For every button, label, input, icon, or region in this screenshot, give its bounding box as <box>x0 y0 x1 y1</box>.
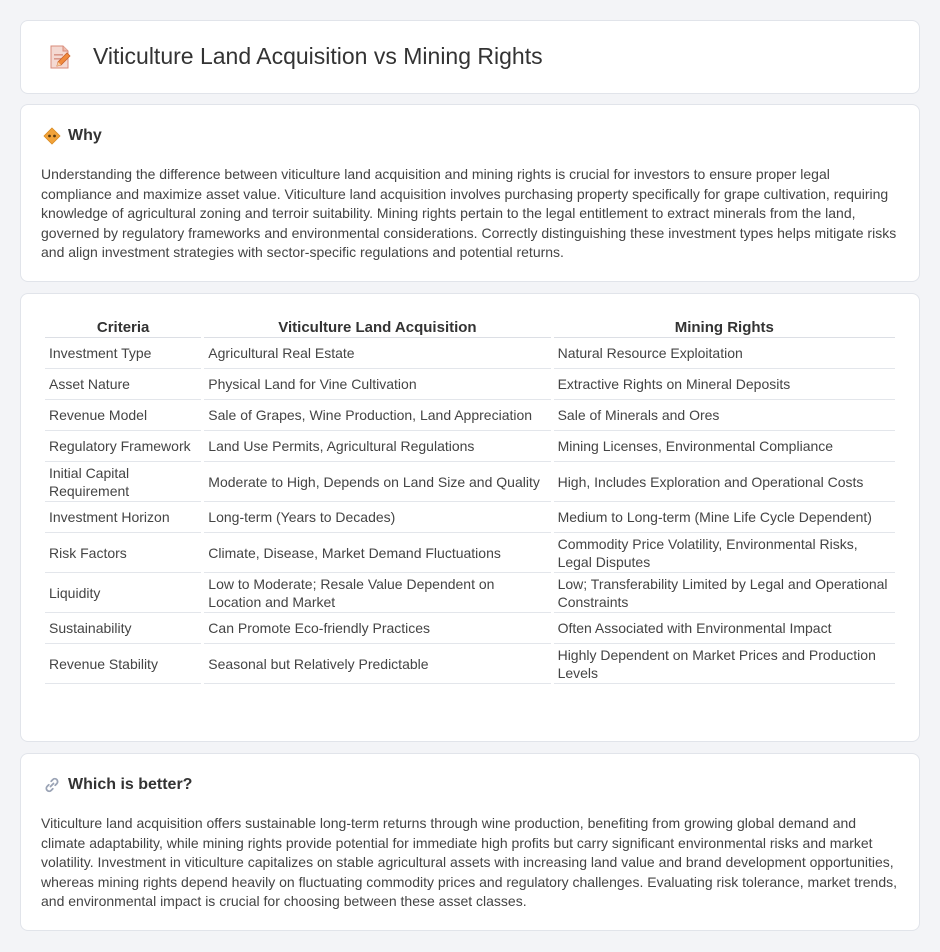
table-header-row <box>45 316 895 338</box>
mining-cell: Often Associated with Environmental Impact <box>554 613 895 644</box>
viticulture-cell: Agricultural Real Estate <box>204 338 550 369</box>
table-row <box>45 644 895 684</box>
criteria-cell: Asset Nature <box>45 369 201 400</box>
header-criteria: Criteria <box>45 316 201 338</box>
link-icon <box>43 776 61 794</box>
table-row <box>45 533 895 573</box>
viticulture-cell: Can Promote Eco-friendly Practices <box>204 613 550 644</box>
better-header <box>43 776 192 794</box>
viticulture-cell: Long-term (Years to Decades) <box>204 502 550 533</box>
comparison-table <box>42 316 898 684</box>
table-row <box>45 369 895 400</box>
criteria-cell: Regulatory Framework <box>45 431 201 462</box>
table-row <box>45 462 895 502</box>
viticulture-cell: Moderate to High, Depends on Land Size and Quality <box>204 462 550 502</box>
viticulture-cell: Sale of Grapes, Wine Production, Land Appreciation <box>204 400 550 431</box>
mining-cell: Extractive Rights on Mineral Deposits <box>554 369 895 400</box>
viticulture-cell: Seasonal but Relatively Predictable <box>204 644 550 684</box>
better-card <box>20 753 920 931</box>
header-mining: Mining Rights <box>554 316 895 338</box>
criteria-cell: Liquidity <box>45 573 201 613</box>
diamond-sign-icon <box>43 127 61 145</box>
table-row <box>45 573 895 613</box>
criteria-cell: Risk Factors <box>45 533 201 573</box>
viticulture-cell: Climate, Disease, Market Demand Fluctuations <box>204 533 550 573</box>
document-pencil-icon <box>47 44 73 70</box>
title-row <box>47 43 543 70</box>
mining-cell: Medium to Long-term (Mine Life Cycle Dependent) <box>554 502 895 533</box>
criteria-cell: Sustainability <box>45 613 201 644</box>
why-card <box>20 104 920 282</box>
table-row <box>45 431 895 462</box>
why-text: Understanding the difference between viticulture land acquisition and mining rights is crucial for investors to ensure proper legal compliance and maximize asset value. Viticulture land acquisition involves purchasing property specifically for grape cultivation, requiring knowledge of agricultural zoning and terroir suitability. Mining rights pertain to the legal entitlement to extract minerals from the land, governed by regulatory frameworks and environmental considerations. Correctly distinguishing these investment types helps mitigate risks and align investment strategies with sector-specific regulations and potential returns. <box>41 166 897 260</box>
mining-cell: Low; Transferability Limited by Legal and Operational Constraints <box>554 573 895 613</box>
table-row <box>45 502 895 533</box>
mining-cell: Natural Resource Exploitation <box>554 338 895 369</box>
mining-cell: High, Includes Exploration and Operational Costs <box>554 462 895 502</box>
page-title: Viticulture Land Acquisition vs Mining Rights <box>93 43 543 69</box>
table-row <box>45 338 895 369</box>
viticulture-cell: Physical Land for Vine Cultivation <box>204 369 550 400</box>
criteria-cell: Investment Horizon <box>45 502 201 533</box>
mining-cell: Commodity Price Volatility, Environmental Risks, Legal Disputes <box>554 533 895 573</box>
mining-cell: Highly Dependent on Market Prices and Production Levels <box>554 644 895 684</box>
viticulture-cell: Low to Moderate; Resale Value Dependent on Location and Market <box>204 573 550 613</box>
why-heading: Why <box>68 127 102 144</box>
title-card <box>20 20 920 94</box>
table-row <box>45 400 895 431</box>
header-viticulture: Viticulture Land Acquisition <box>204 316 550 338</box>
comparison-card <box>20 293 920 742</box>
why-header <box>43 127 102 145</box>
mining-cell: Mining Licenses, Environmental Compliance <box>554 431 895 462</box>
criteria-cell: Initial Capital Requirement <box>45 462 201 502</box>
criteria-cell: Investment Type <box>45 338 201 369</box>
criteria-cell: Revenue Model <box>45 400 201 431</box>
better-heading: Which is better? <box>68 776 193 793</box>
mining-cell: Sale of Minerals and Ores <box>554 400 895 431</box>
criteria-cell: Revenue Stability <box>45 644 201 684</box>
better-text: Viticulture land acquisition offers sustainable long-term returns through wine production, benefiting from growing global demand and climate adaptability, while mining rights provide potential for immediate high profits but carry significant environmental risks and market volatility. Investment in viticulture capitalizes on stable agricultural assets with increasing land value and brand development opportunities, whereas mining rights depend heavily on fluctuating commodity prices and regulatory challenges. Evaluating risk tolerance, market trends, and environmental impact is crucial for choosing between these asset classes. <box>41 815 898 909</box>
viticulture-cell: Land Use Permits, Agricultural Regulations <box>204 431 550 462</box>
table-row <box>45 613 895 644</box>
